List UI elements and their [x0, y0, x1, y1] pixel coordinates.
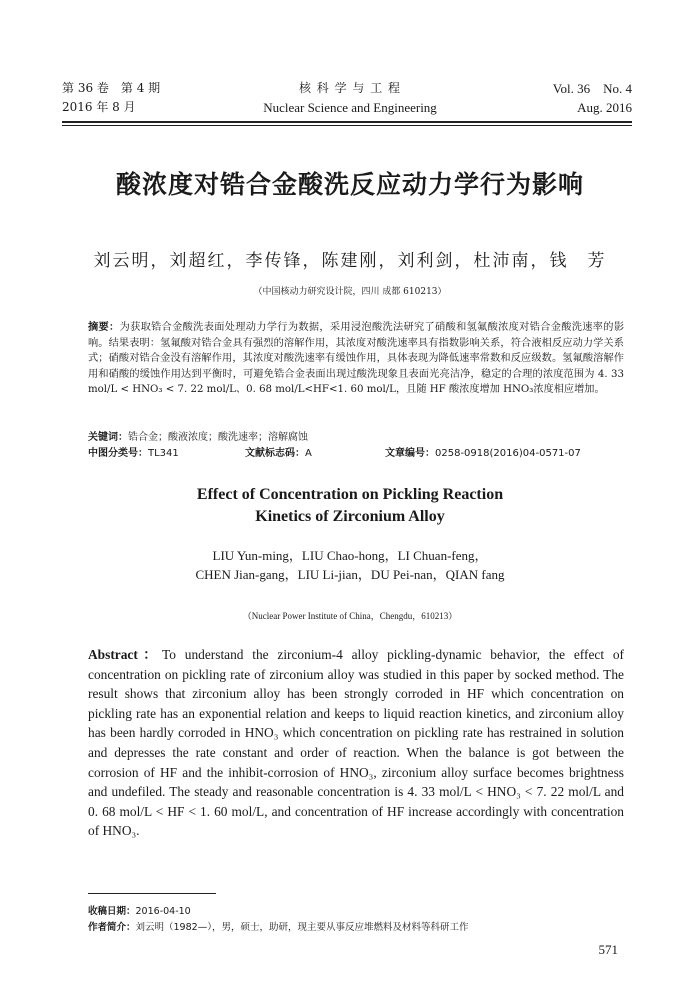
keywords-cn — [88, 428, 308, 443]
abstract-cn-label: 摘要： — [88, 322, 120, 333]
article-no-value: 0258-0918(2016)04-0571-07 — [435, 448, 581, 459]
doc-code-label: 文献标志码： — [245, 448, 305, 459]
bio-label: 作者简介： — [88, 922, 136, 933]
clc-value: TL341 — [148, 448, 179, 459]
page-title-en — [0, 484, 700, 528]
doc-code-value: A — [305, 448, 312, 459]
bio-value: 刘云明（1982—），男，硕士，助研，现主要从事反应堆燃料及材料等科研工作 — [135, 922, 469, 933]
authors-cn: 刘云明，刘超红，李传锋，陈建刚，刘利剑，杜沛南，钱 芳 — [93, 251, 607, 271]
header-volume-issue: 第 36 卷 第 4 期 — [62, 81, 161, 95]
affiliation-en: （Nuclear Power Institute of China，Chengdu，610213） — [242, 611, 458, 621]
page-number: 571 — [598, 942, 618, 957]
authors-en — [0, 546, 700, 584]
article-number — [385, 444, 581, 459]
affiliation-cn: （中国核动力研究设计院，四川 成都 610213） — [253, 287, 447, 297]
abstract-en-text: To understand the zirconium-4 alloy pickling-dynamic behavior, the effect of concentration on pickling rate of zirconium alloy was studied in this paper by socked method. The result shows that zirconium alloy has been strongly corroded in HF which concentration on pickling rate has an exponential relation and keeps to liquid reaction kinetics, and zirconium alloy has been hardly corroded in HNO₃ which concentration on pickling rate has restrained in solution and depresses the rate constant and order of reaction. When the balance is got between the corrosion of HF and the inhibit-corrosion of HNO₃, zirconium alloy surface becomes brightness and undefiled. The steady and reasonable concentration is 4. 33 mol/L < HNO₃ < 7. 22 mol/L and 0. 68 mol/L < HF < 1. 60 mol/L, and concentration of HF increase accordingly with concentration of HNO₃. — [88, 647, 624, 839]
authors-en-line1: LIU Yun-ming，LIU Chao-hong，LI Chuan-feng， — [212, 548, 488, 563]
header-journal-cn: 核 科 学 与 工 程 — [298, 81, 402, 95]
footnote-received — [88, 903, 191, 917]
footnote-rule — [88, 893, 216, 894]
abstract-en-label: Abstract： — [88, 647, 163, 662]
header-rule-thin — [62, 125, 632, 126]
keywords-cn-text: 锆合金；酸液浓度；酸洗速率；溶解腐蚀 — [128, 432, 308, 443]
footnote-author-bio — [88, 919, 468, 933]
article-no-label: 文章编号： — [385, 448, 435, 459]
header-date-cn: 2016 年 8 月 — [62, 100, 136, 114]
header-vol-no-en: Vol. 36 No. 4 — [552, 81, 632, 96]
document-code — [245, 444, 312, 459]
abstract-cn — [88, 320, 624, 398]
title-en-line2: Kinetics of Zirconium Alloy — [255, 508, 445, 525]
header-rule-thick — [62, 121, 632, 123]
authors-en-line2: CHEN Jian-gang，LIU Li-jian，DU Pei-nan，QIAN fang — [195, 567, 505, 582]
header-date-en: Aug. 2016 — [577, 100, 632, 115]
title-en-line1: Effect of Concentration on Pickling Reaction — [196, 486, 504, 503]
keywords-cn-label: 关键词： — [88, 432, 128, 443]
clc-label: 中图分类号： — [88, 448, 148, 459]
received-value: 2016-04-10 — [135, 906, 191, 917]
abstract-cn-text: 为获取锆合金酸洗表面处理动力学行为数据，采用浸泡酸洗法研究了硝酸和氢氟酸浓度对锆合金酸洗速率的影响。结果表明：氢氟酸对锆合金具有强烈的溶解作用，其浓度对酸洗速率具有指数影响关系，符合液相反应动力学关系式；硝酸对锆合金没有溶解作用，其浓度对酸洗速率有缓蚀作用，具体表现为降低速率常数和反应级数。氢氟酸溶解作用和硝酸的缓蚀作用达到平衡时，可避免锆合金表面出现过酸洗现象且表面光亮洁净，稳定的合理的浓度范围为 4. 33 mol/L < HNO₃ < 7. 22 mol/L、0. 68 mol/L<HF<1. 60 mol/L，且随 HF 酸浓度增加 HNO₃浓度相应增加。 — [88, 322, 625, 396]
header-journal-en: Nuclear Science and Engineering — [263, 100, 437, 115]
page-title-cn: 酸浓度对锆合金酸洗反应动力学行为影响 — [115, 170, 584, 199]
abstract-en — [88, 645, 624, 841]
received-label: 收稿日期： — [88, 906, 136, 917]
clc-number — [88, 444, 179, 459]
